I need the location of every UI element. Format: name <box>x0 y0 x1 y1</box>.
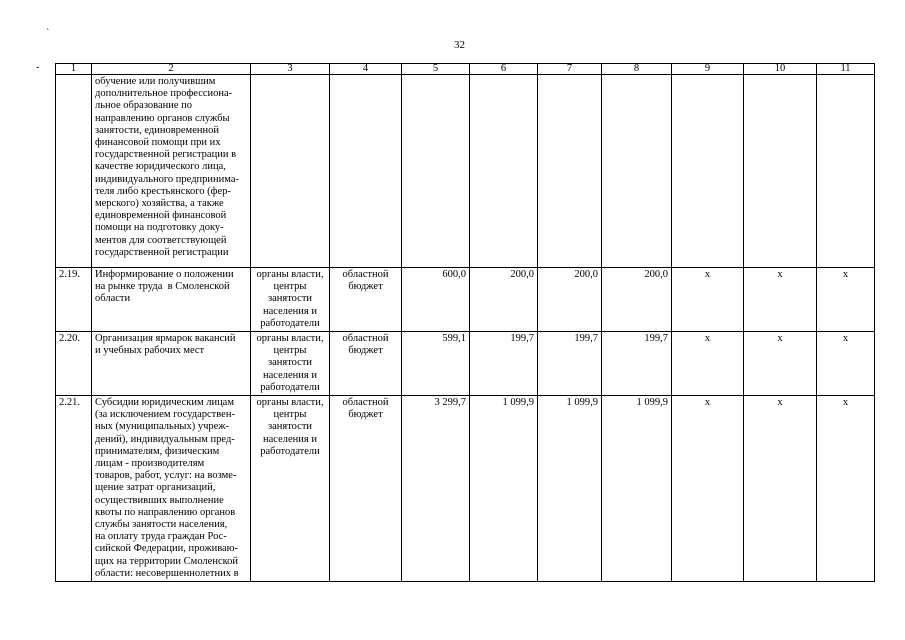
column-header: 11 <box>817 64 875 75</box>
table-row <box>56 268 875 332</box>
table-row <box>56 332 875 396</box>
item-col-11: х <box>817 332 875 396</box>
item-executor: органы власти, центры занятости населения и работодатели <box>251 268 330 332</box>
item-total: 599,1 <box>402 332 470 396</box>
item-col-9 <box>672 75 744 268</box>
item-year-3: 200,0 <box>602 268 672 332</box>
item-year-1: 200,0 <box>470 268 538 332</box>
column-header: 7 <box>538 64 602 75</box>
scan-mark-top: ` <box>46 28 50 39</box>
item-year-2: 199,7 <box>538 332 602 396</box>
item-year-1: 199,7 <box>470 332 538 396</box>
item-source: областной бюджет <box>330 332 402 396</box>
item-year-3: 199,7 <box>602 332 672 396</box>
item-year-2: 200,0 <box>538 268 602 332</box>
item-source: областной бюджет <box>330 268 402 332</box>
item-executor: органы власти, центры занятости населения и работодатели <box>251 332 330 396</box>
item-year-3 <box>602 75 672 268</box>
item-year-2: 1 099,9 <box>538 396 602 582</box>
item-total: 600,0 <box>402 268 470 332</box>
budget-table <box>55 63 875 582</box>
item-col-10 <box>744 75 817 268</box>
item-total: 3 299,7 <box>402 396 470 582</box>
item-description: обучение или получившим дополнительное профессиона- льное образование по направлению органов службы занятости, единовременной финансовой помощи при их государственной регистрации в качестве юридического лица, индивидуального предпринима- теля либо крестьянского (фер- мерского) хозяйства, а также единовременной финансовой помощи на подготовку доку- ментов для соответствующей государственной регистрации <box>92 75 251 268</box>
column-header: 2 <box>92 64 251 75</box>
table-row <box>56 75 875 268</box>
item-col-9: х <box>672 332 744 396</box>
item-description: Информирование о положении на рынке труда в Смоленской области <box>92 268 251 332</box>
item-source <box>330 75 402 268</box>
column-header: 5 <box>402 64 470 75</box>
item-year-1: 1 099,9 <box>470 396 538 582</box>
item-col-11: х <box>817 396 875 582</box>
column-header: 10 <box>744 64 817 75</box>
header-row <box>56 64 875 75</box>
table-row <box>56 396 875 582</box>
column-header: 1 <box>56 64 92 75</box>
item-col-10: х <box>744 268 817 332</box>
item-col-11: х <box>817 268 875 332</box>
item-col-11 <box>817 75 875 268</box>
column-header: 8 <box>602 64 672 75</box>
item-total <box>402 75 470 268</box>
item-col-9: х <box>672 396 744 582</box>
item-description: Организация ярмарок вакансий и учебных рабочих мест <box>92 332 251 396</box>
item-executor <box>251 75 330 268</box>
item-number: 2.21. <box>56 396 92 582</box>
item-year-3: 1 099,9 <box>602 396 672 582</box>
item-source: областной бюджет <box>330 396 402 582</box>
scan-mark-left: - <box>36 62 40 73</box>
item-year-1 <box>470 75 538 268</box>
column-header: 4 <box>330 64 402 75</box>
item-year-2 <box>538 75 602 268</box>
item-col-10: х <box>744 396 817 582</box>
item-executor: органы власти, центры занятости населения и работодатели <box>251 396 330 582</box>
page-number: 32 <box>454 39 465 51</box>
item-number: 2.20. <box>56 332 92 396</box>
item-col-9: х <box>672 268 744 332</box>
column-header: 9 <box>672 64 744 75</box>
column-header: 6 <box>470 64 538 75</box>
item-col-10: х <box>744 332 817 396</box>
item-number <box>56 75 92 268</box>
column-header: 3 <box>251 64 330 75</box>
item-number: 2.19. <box>56 268 92 332</box>
item-description: Субсидии юридическим лицам (за исключением государствен- ных (муниципальных) учреж- дений), индивидуальным пред- принимателям, физическим лицам - производителям товаров, работ, услуг: на возме- щение затрат организаций, осуществивших выполнение квоты по направлению органов службы занятости населения, на оплату труда граждан Рос- сийской Федерации, проживаю- щих на территории Смоленской области: несовершеннолетних в <box>92 396 251 582</box>
